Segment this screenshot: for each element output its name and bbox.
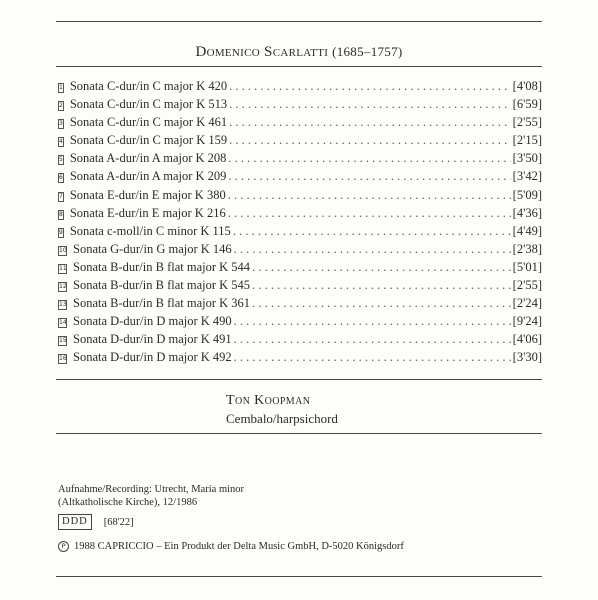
track-title: Sonata E-dur/in E major K 216 [69,205,226,220]
track-row [58,113,542,131]
track-row [58,167,542,185]
track-number: 16 [59,355,67,363]
track-number: 1 [59,84,63,91]
track-number: 4 [59,138,63,146]
artist-rule [56,433,542,434]
track-number: 5 [59,156,63,164]
dot-leader [234,312,511,330]
track-number: 13 [59,301,67,309]
recording-line-2: (Altkatholische Kirche), 12/1986 [58,496,198,508]
track-duration: [9'24] [512,314,542,329]
dot-leader [252,294,511,312]
track-duration: [3'30] [512,350,542,365]
track-number: 6 [59,174,63,182]
track-title: Sonata C-dur/in C major K 461 [69,115,228,130]
track-row [58,186,542,204]
recording-info [58,484,244,509]
track-row [58,240,542,258]
track-number: 15 [59,337,67,345]
copyright-line [58,541,404,553]
track-number: 3 [59,120,63,128]
dot-leader [228,186,511,204]
track-duration: [6'59] [512,97,542,112]
track-duration: [4'49] [512,223,542,238]
dot-leader [233,222,511,240]
track-title: Sonata D-dur/in D major K 491 [73,332,232,347]
track-number: 7 [59,192,63,200]
artist-role: Cembalo/harpsichord [226,411,338,426]
track-row [58,312,542,330]
track-row [58,149,542,167]
composer-name: Domenico Scarlatti [195,44,329,60]
composer-rule [56,66,542,67]
track-number: 11 [59,264,67,272]
track-title: Sonata c-moll/in C minor K 115 [69,223,231,238]
track-duration: [5'01] [512,259,542,274]
composer-heading [0,44,598,61]
track-row [58,77,542,95]
track-title: Sonata C-dur/in C major K 420 [69,79,228,93]
track-row [58,330,542,348]
bottom-rule [56,576,542,577]
track-duration: [2'55] [512,115,542,130]
track-title: Sonata B-dur/in B flat major K 544 [73,259,251,274]
dot-leader [234,240,511,258]
dot-leader [228,149,510,167]
track-title: Sonata C-dur/in C major K 513 [69,97,228,112]
track-list [58,77,542,367]
track-title: Sonata C-dur/in C major K 159 [69,133,228,148]
track-duration: [4'36] [512,205,542,220]
track-duration: [2'15] [512,133,542,148]
track-number: 9 [59,228,63,236]
total-time: [68'22] [103,516,134,528]
track-row [58,222,542,240]
track-duration: [5'09] [512,187,542,202]
dot-leader [229,131,511,149]
track-row [58,348,542,366]
track-title: Sonata A-dur/in A major K 209 [69,169,227,184]
track-number: 12 [59,283,67,291]
track-title: Sonata G-dur/in G major K 146 [73,241,232,256]
ddd-badge: DDD [58,514,92,530]
tracklist-bottom-rule [56,379,542,380]
copyright-text: 1988 CAPRICCIO – Ein Produkt der Delta Music GmbH, D-5020 Königsdorf [74,541,404,552]
track-duration: [2'24] [512,296,542,311]
track-number: 2 [59,102,63,110]
track-duration: [2'55] [512,278,542,293]
track-row [58,276,542,294]
top-rule [56,21,542,22]
track-title: Sonata E-dur/in E major K 380 [69,187,226,202]
track-row [58,95,542,113]
dot-leader [234,330,511,348]
track-number: 10 [59,246,67,254]
track-number: 8 [59,210,63,218]
track-number: 14 [59,319,67,327]
track-duration: [4'08] [512,79,542,93]
dot-leader [228,204,511,222]
track-title: Sonata B-dur/in B flat major K 545 [73,278,251,293]
track-title: Sonata B-dur/in B flat major K 361 [73,296,251,311]
track-duration: [3'42] [512,169,542,184]
track-row [58,258,542,276]
track-row [58,294,542,312]
dot-leader [234,348,511,366]
recording-line-1: Aufnahme/Recording: Utrecht, Maria minor [58,484,245,495]
phonogram-icon: P [58,541,69,552]
track-row [58,204,542,222]
dot-leader [229,113,511,131]
dot-leader [228,167,510,185]
format-info [58,514,134,530]
dot-leader [229,77,511,95]
dot-leader [252,258,511,276]
track-duration: [2'38] [512,241,542,256]
artist-name: Ton Koopman [226,393,311,408]
dot-leader [252,276,511,294]
track-row [58,131,542,149]
composer-dates: (1685–1757) [332,44,403,59]
dot-leader [229,95,511,113]
track-title: Sonata D-dur/in D major K 490 [73,314,232,329]
track-title: Sonata A-dur/in A major K 208 [69,151,227,166]
track-duration: [4'06] [512,332,542,347]
track-duration: [3'50] [512,151,542,166]
track-title: Sonata D-dur/in D major K 492 [73,350,232,365]
